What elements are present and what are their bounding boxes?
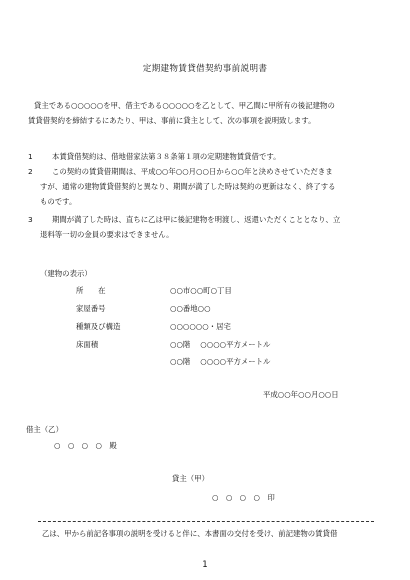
house-number-label: 家屋番号 (76, 304, 106, 313)
page-number: 1 (202, 560, 208, 570)
item-text: 本賃貸借契約は、借地借家法第３８条第１項の定期建物賃貸借です。 (52, 152, 281, 161)
floor-area: ○○○○平方メートル (200, 357, 271, 366)
type-label: 種類及び構造 (76, 322, 121, 331)
footer-acknowledgement: 乙は、甲から前記各事項の説明を受けると伴に、本書面の交付を受け、前記建物の賃貸借 (42, 529, 338, 538)
floor-area-label: 床面積 (76, 340, 99, 349)
item-1 (28, 149, 281, 164)
item-2-line-2: すが、通常の建物賃貸借契約と異なり、期間が満了した時は契約の更新はなく、終了する (40, 182, 336, 191)
floor-name: ○○階 (170, 340, 191, 349)
landlord-label: 貸主（甲） (172, 474, 209, 483)
item-number: 1 (28, 152, 33, 161)
floor-area-row-2 (170, 356, 270, 367)
location-value: ○○市○○町○丁目 (170, 286, 232, 295)
item-3-line-2: 退料等一切の金員の要求はできません。 (40, 230, 174, 239)
house-number-value: ○○番地○○ (170, 304, 211, 313)
item-2-line-3: ものです。 (40, 197, 77, 206)
item-number: 2 (28, 167, 33, 176)
tenant-name: ○ ○ ○ ○ 殿 (54, 441, 117, 450)
floor-area: ○○○○平方メートル (200, 340, 271, 349)
item-number: 3 (28, 215, 33, 224)
document-date: 平成○○年○○月○○日 (263, 390, 339, 399)
landlord-name: ○ ○ ○ ○ 印 (212, 493, 275, 502)
item-2 (28, 164, 333, 179)
floor-name: ○○階 (170, 357, 191, 366)
intro-line-1: 貸主である○○○○○を甲、借主である○○○○○を乙として、甲乙間に甲所有の後記建物の (34, 101, 335, 110)
tenant-label: 借主（乙） (26, 425, 63, 434)
location-label: 所 在 (76, 286, 106, 295)
intro-line-2: 賃貸借契約を締結するにあたり、甲は、事前に貸主として、次の事項を説明致します。 (28, 116, 316, 125)
cut-line (38, 521, 374, 522)
floor-area-row-1 (170, 339, 270, 350)
item-text: 期間が満了した時は、直ちに乙は甲に後記建物を明渡し、返還いただくこととなり、立 (52, 215, 341, 224)
item-3 (28, 212, 340, 227)
document-title: 定期建物賃貸借契約事前説明書 (142, 64, 268, 74)
property-heading: （建物の表示） (40, 269, 92, 278)
type-value: ○○○○○○・居宅 (170, 322, 231, 331)
item-text: この契約の賃貸借期間は、平成○○年○○月○○日から○○年と決めさせていただきま (52, 167, 333, 176)
